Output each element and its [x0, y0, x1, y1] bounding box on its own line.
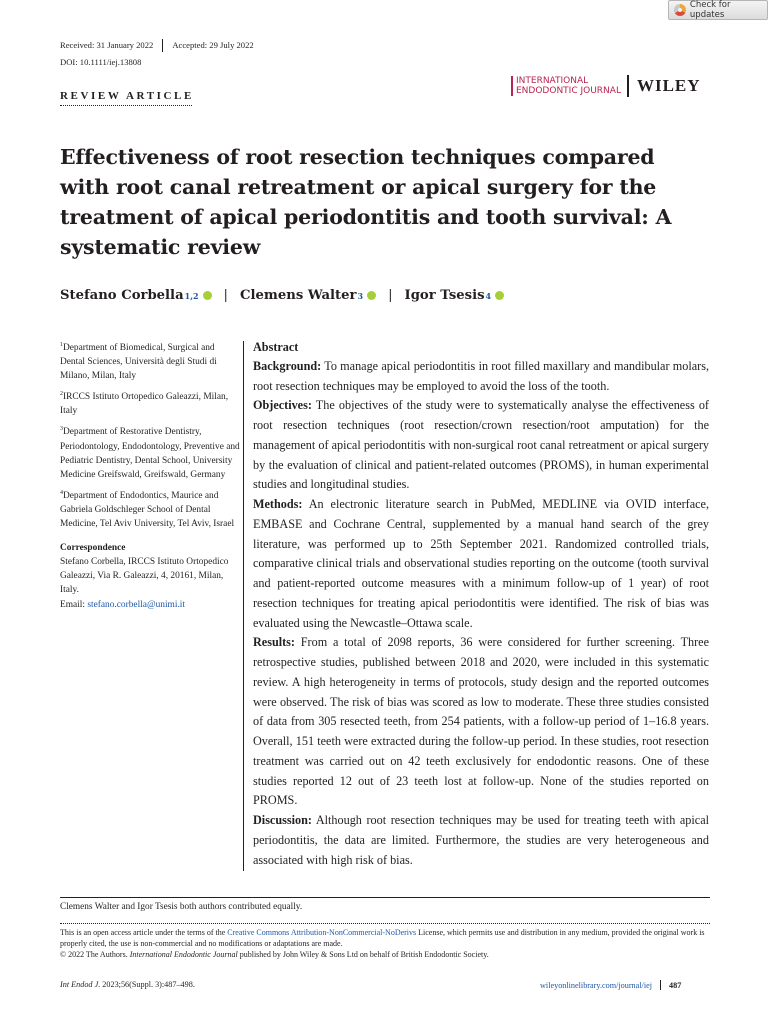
- journal-name: [511, 76, 621, 96]
- affiliation: [60, 486, 240, 531]
- correspondence-email-line: [60, 598, 240, 612]
- section-text: The objectives of the study were to systematically analyse the effectiveness of root resection techniques (root resection/crown resection/root amputation) for the management of apical periodontitis with non-surgical root canal retreatment or apical surgery by the evaluation of clinical and patient-related outcomes (PROMS), in human experimental studies and longitudinal studies.: [253, 398, 709, 492]
- journal-name-line2: ENDODONTIC JOURNAL: [516, 86, 621, 96]
- email-link[interactable]: stefano.corbella@unimi.it: [87, 599, 186, 610]
- author-name[interactable]: Stefano Corbella: [60, 288, 184, 303]
- footer-divider: [660, 980, 661, 990]
- author-contribution-note: Clemens Walter and Igor Tsesis both authors contributed equally.: [60, 902, 303, 912]
- section-text: An electronic literature search in PubMed, MEDLINE via OVID interface, EMBASE and Cochrane Central, supplemented by a manual hand search of the grey literature, was performed up to 25th September 2021. Randomized controlled trials, comparative clinical trials and observational studies reporting on the outcome (tooth survival and patient-reported outcome measures with a minimum follow-up of 1 year) of root resection techniques for treating apical periodontitis were identified. The risk of bias was evaluated using the Newcastle–Ottawa scale.: [253, 497, 709, 630]
- citation: [60, 980, 195, 989]
- page-number: 487: [669, 980, 682, 990]
- license-post: License, which permits use and distribution in any medium, provided the original work is properly cited, the use is non-commercial and no modifications or adaptations are made.: [60, 928, 705, 948]
- page-footer-right: [540, 980, 681, 990]
- affiliation-text: Department of Endodontics, Maurice and Gabriela Goldschleger School of Dental Medicine, Tel Aviv University, Tel Aviv, Israel: [60, 490, 235, 530]
- received-date: Received: 31 January 2022: [60, 40, 154, 50]
- author-affiliation-ref[interactable]: 1,2: [184, 290, 199, 301]
- logo-divider: [627, 75, 629, 97]
- date-divider: [162, 39, 163, 52]
- affiliation-number: 4: [60, 489, 63, 496]
- author-list: [60, 288, 504, 303]
- orcid-icon[interactable]: [495, 291, 504, 300]
- copyright-pre: © 2022 The Authors.: [60, 950, 130, 959]
- journal-logo: [511, 75, 701, 97]
- license-link[interactable]: Creative Commons Attribution-NonCommercial-NoDerivs: [227, 928, 417, 937]
- affiliations-column: [60, 338, 240, 612]
- abstract-methods: [253, 495, 709, 633]
- article-dates: [60, 39, 254, 52]
- affiliation: [60, 422, 240, 481]
- abstract-heading: Abstract: [253, 340, 299, 354]
- affiliation-text: Department of Restorative Dentistry, Periodontology, Endodontology, Preventive and Pediatric Dentistry, Dental School, University Medicine Greifswald, Greifswald, Germany: [60, 427, 240, 480]
- citation-journal: Int Endod J.: [60, 980, 101, 989]
- author-name[interactable]: Clemens Walter: [240, 288, 357, 303]
- section-label: Methods:: [253, 497, 303, 511]
- author-affiliation-ref[interactable]: 3: [357, 290, 364, 301]
- orcid-icon[interactable]: [203, 291, 212, 300]
- journal-name-line1: INTERNATIONAL: [516, 76, 589, 86]
- orcid-icon[interactable]: [367, 291, 376, 300]
- section-label: Background:: [253, 358, 322, 373]
- check-for-updates-button[interactable]: [668, 0, 768, 20]
- correspondence-text: Stefano Corbella, IRCCS Istituto Ortopedico Galeazzi, Via R. Galeazzi, 4, 20161, Milan, Italy.: [60, 557, 229, 596]
- abstract-divider: [243, 341, 244, 871]
- author-affiliation-ref[interactable]: 4: [485, 290, 492, 301]
- correspondence-heading: Correspondence: [60, 543, 126, 554]
- abstract: [253, 338, 709, 870]
- affiliation: [60, 338, 240, 383]
- section-text: Although root resection techniques may be used for treating teeth with apical periodontitis, the data are limited. Furthermore, the studies are very heterogeneous and associated with high risk of bias.: [253, 813, 709, 867]
- affiliation: [60, 387, 240, 418]
- check-for-updates-label: Check for updates: [689, 0, 731, 20]
- abstract-results: [253, 633, 709, 811]
- section-label: Discussion:: [253, 813, 312, 827]
- article-title: Effectiveness of root resection techniques compared with root canal retreatment or apical surgery for the treatment of apical periodontitis and tooth survival: A systematic review: [60, 145, 672, 259]
- affiliation-number: 2: [60, 391, 63, 398]
- abstract-background: [253, 357, 709, 397]
- author-name[interactable]: Igor Tsesis: [404, 288, 485, 303]
- affiliation-number: 3: [60, 426, 63, 433]
- section-label: Results:: [253, 635, 295, 650]
- author-separator: |: [223, 288, 228, 303]
- affiliation-text: IRCCS Istituto Ortopedico Galeazzi, Milan, Italy: [60, 392, 229, 417]
- affiliation-text: Department of Biomedical, Surgical and Dental Sciences, Università degli Studi di Milano, Milan, Italy: [60, 343, 217, 382]
- copyright-journal: International Endodontic Journal: [129, 950, 238, 959]
- copyright-text: [60, 949, 710, 960]
- doi[interactable]: DOI: 10.1111/iej.13808: [60, 57, 142, 67]
- license-text: [60, 927, 710, 949]
- publisher-logo: WILEY: [636, 76, 701, 95]
- author-separator: |: [388, 288, 393, 303]
- citation-details: 2023;56(Suppl. 3):487–498.: [100, 980, 195, 989]
- section-label: Objectives:: [253, 398, 312, 413]
- license-notice: [60, 927, 710, 960]
- email-label: Email:: [60, 599, 88, 610]
- section-text: From a total of 2098 reports, 36 were considered for further screening. Three retrospective studies, published between 2018 and 2020, were included in this systematic review. A high heterogeneity in terms of protocols, study design and the reported outcomes were observed. The risk of bias was scored as low to moderate. These three studies consisted of data from 305 resected teeth, from 254 patients, with a follow-up period of 1–16.8 years. Overall, 151 teeth were extracted during the follow-up period. In these studies, root resection treatment was carried out on 42 teeth exclusively for endodontic reasons. One of these studies reported 12 out of 23 teeth lost at follow-up. None of the studies reported on PROMS.: [253, 635, 709, 808]
- abstract-discussion: [253, 811, 709, 870]
- journal-url-link[interactable]: wileyonlinelibrary.com/journal/iej: [540, 980, 653, 990]
- license-rule: [60, 923, 710, 924]
- article-type: REVIEW ARTICLE: [60, 90, 194, 102]
- section-text: To manage apical periodontitis in root filled maxillary and mandibular molars, root resection techniques may be employed to avoid the loss of the tooth.: [253, 358, 709, 393]
- abstract-objectives: [253, 396, 709, 495]
- footnote-rule: [60, 897, 710, 898]
- crossmark-icon: [674, 4, 686, 16]
- article-type-rule: [60, 105, 192, 107]
- copyright-post: published by John Wiley & Sons Ltd on behalf of British Endodontic Society.: [237, 950, 489, 959]
- accepted-date: Accepted: 29 July 2022: [172, 40, 254, 50]
- affiliation-number: 1: [60, 342, 63, 348]
- license-pre: This is an open access article under the terms of the: [60, 928, 228, 937]
